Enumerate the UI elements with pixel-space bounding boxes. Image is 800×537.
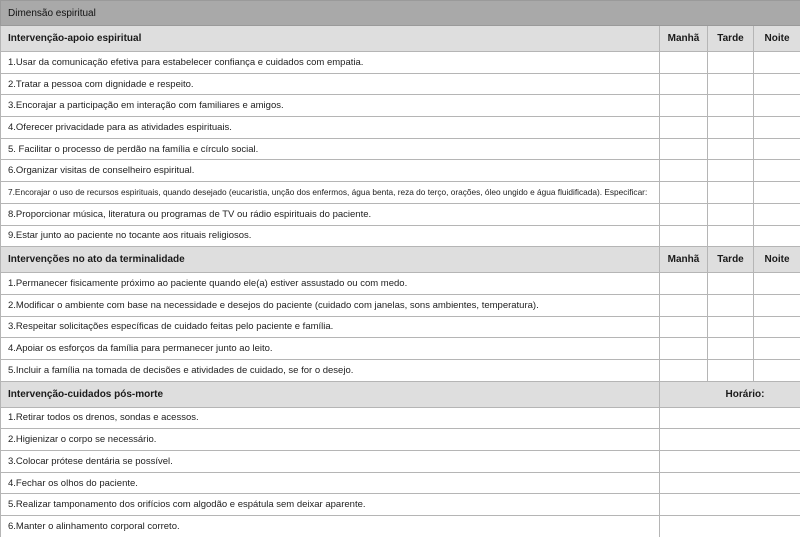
intervention-text: 2.Modificar o ambiente com base na necessidade e desejos do paciente (cuidado com janelas, sons ambientes, temperatura). <box>1 294 660 316</box>
shift-header-night: Noite <box>754 26 800 52</box>
section-header-post-mortem <box>1 381 800 407</box>
time-entry-cell[interactable] <box>660 472 800 494</box>
shift-header-morning: Manhã <box>660 247 708 273</box>
table-row <box>1 73 800 95</box>
intervention-text: 9.Estar junto ao paciente no tocante aos rituais religiosos. <box>1 225 660 247</box>
time-entry-cell[interactable] <box>660 494 800 516</box>
morning-check-cell[interactable] <box>660 359 708 381</box>
intervention-text: 7.Encorajar o uso de recursos espirituais, quando desejado (eucaristia, unção dos enfermos, água benta, reza do terço, orações, óleo ungido e água fluidificada). Especificar: <box>1 182 660 204</box>
afternoon-check-cell[interactable] <box>708 273 754 295</box>
intervention-text: 3.Respeitar solicitações específicas de cuidado feitas pelo paciente e família. <box>1 316 660 338</box>
intervention-text: 4.Fechar os olhos do paciente. <box>1 472 660 494</box>
section-title: Intervenção-cuidados pós-morte <box>1 381 660 407</box>
table-row <box>1 52 800 74</box>
afternoon-check-cell[interactable] <box>708 225 754 247</box>
table-row <box>1 407 800 429</box>
table-row <box>1 95 800 117</box>
afternoon-check-cell[interactable] <box>708 294 754 316</box>
table-row <box>1 429 800 451</box>
night-check-cell[interactable] <box>754 316 800 338</box>
intervention-text: 5.Realizar tamponamento dos orifícios com algodão e espátula sem deixar aparente. <box>1 494 660 516</box>
morning-check-cell[interactable] <box>660 182 708 204</box>
morning-check-cell[interactable] <box>660 203 708 225</box>
afternoon-check-cell[interactable] <box>708 182 754 204</box>
afternoon-check-cell[interactable] <box>708 338 754 360</box>
night-check-cell[interactable] <box>754 338 800 360</box>
intervention-text: 5. Facilitar o processo de perdão na família e círculo social. <box>1 138 660 160</box>
night-check-cell[interactable] <box>754 160 800 182</box>
intervention-text: 5.Incluir a família na tomada de decisões e atividades de cuidado, se for o desejo. <box>1 359 660 381</box>
intervention-text: 4.Oferecer privacidade para as atividades espirituais. <box>1 117 660 139</box>
afternoon-check-cell[interactable] <box>708 52 754 74</box>
afternoon-check-cell[interactable] <box>708 160 754 182</box>
night-check-cell[interactable] <box>754 138 800 160</box>
afternoon-check-cell[interactable] <box>708 117 754 139</box>
table-row <box>1 472 800 494</box>
shift-header-morning: Manhã <box>660 26 708 52</box>
night-check-cell[interactable] <box>754 95 800 117</box>
afternoon-check-cell[interactable] <box>708 73 754 95</box>
table-row <box>1 203 800 225</box>
shift-header-night: Noite <box>754 247 800 273</box>
table-row <box>1 138 800 160</box>
night-check-cell[interactable] <box>754 294 800 316</box>
intervention-text: 6.Manter o alinhamento corporal correto. <box>1 516 660 537</box>
morning-check-cell[interactable] <box>660 294 708 316</box>
afternoon-check-cell[interactable] <box>708 203 754 225</box>
intervention-text: 1.Usar da comunicação efetiva para estabelecer confiança e cuidados com empatia. <box>1 52 660 74</box>
morning-check-cell[interactable] <box>660 117 708 139</box>
intervention-text: 8.Proporcionar música, literatura ou programas de TV ou rádio espirituais do paciente. <box>1 203 660 225</box>
morning-check-cell[interactable] <box>660 316 708 338</box>
table-row <box>1 451 800 473</box>
intervention-text: 6.Organizar visitas de conselheiro espiritual. <box>1 160 660 182</box>
night-check-cell[interactable] <box>754 117 800 139</box>
morning-check-cell[interactable] <box>660 273 708 295</box>
afternoon-check-cell[interactable] <box>708 359 754 381</box>
shift-header-afternoon: Tarde <box>708 26 754 52</box>
intervention-text: 3.Colocar prótese dentária se possível. <box>1 451 660 473</box>
morning-check-cell[interactable] <box>660 73 708 95</box>
table-title-row <box>1 1 800 26</box>
intervention-text: 1.Retirar todos os drenos, sondas e acessos. <box>1 407 660 429</box>
night-check-cell[interactable] <box>754 52 800 74</box>
section-header-spiritual-support <box>1 26 800 52</box>
night-check-cell[interactable] <box>754 359 800 381</box>
table-row <box>1 516 800 537</box>
night-check-cell[interactable] <box>754 73 800 95</box>
table-row <box>1 160 800 182</box>
section-title: Intervenção-apoio espiritual <box>1 26 660 52</box>
afternoon-check-cell[interactable] <box>708 316 754 338</box>
intervention-text: 4.Apoiar os esforços da família para permanecer junto ao leito. <box>1 338 660 360</box>
morning-check-cell[interactable] <box>660 338 708 360</box>
table-row <box>1 182 800 204</box>
night-check-cell[interactable] <box>754 203 800 225</box>
morning-check-cell[interactable] <box>660 225 708 247</box>
time-entry-cell[interactable] <box>660 429 800 451</box>
table-row <box>1 316 800 338</box>
morning-check-cell[interactable] <box>660 160 708 182</box>
table-row <box>1 359 800 381</box>
intervention-text: 2.Higienizar o corpo se necessário. <box>1 429 660 451</box>
night-check-cell[interactable] <box>754 225 800 247</box>
section-title: Intervenções no ato da terminalidade <box>1 247 660 273</box>
table-row <box>1 294 800 316</box>
table-row <box>1 273 800 295</box>
intervention-text: 3.Encorajar a participação em interação com familiares e amigos. <box>1 95 660 117</box>
time-entry-cell[interactable] <box>660 407 800 429</box>
night-check-cell[interactable] <box>754 273 800 295</box>
table-row <box>1 338 800 360</box>
afternoon-check-cell[interactable] <box>708 95 754 117</box>
table-title: Dimensão espiritual <box>1 1 800 26</box>
time-entry-cell[interactable] <box>660 516 800 537</box>
table-row <box>1 225 800 247</box>
morning-check-cell[interactable] <box>660 52 708 74</box>
morning-check-cell[interactable] <box>660 138 708 160</box>
section-header-terminality <box>1 247 800 273</box>
table-row <box>1 494 800 516</box>
intervention-text: 2.Tratar a pessoa com dignidade e respeito. <box>1 73 660 95</box>
time-entry-cell[interactable] <box>660 451 800 473</box>
night-check-cell[interactable] <box>754 182 800 204</box>
time-label: Horário: <box>660 381 800 407</box>
table-row <box>1 117 800 139</box>
shift-header-afternoon: Tarde <box>708 247 754 273</box>
intervention-text: 1.Permanecer fisicamente próximo ao paciente quando ele(a) estiver assustado ou com medo. <box>1 273 660 295</box>
afternoon-check-cell[interactable] <box>708 138 754 160</box>
morning-check-cell[interactable] <box>660 95 708 117</box>
